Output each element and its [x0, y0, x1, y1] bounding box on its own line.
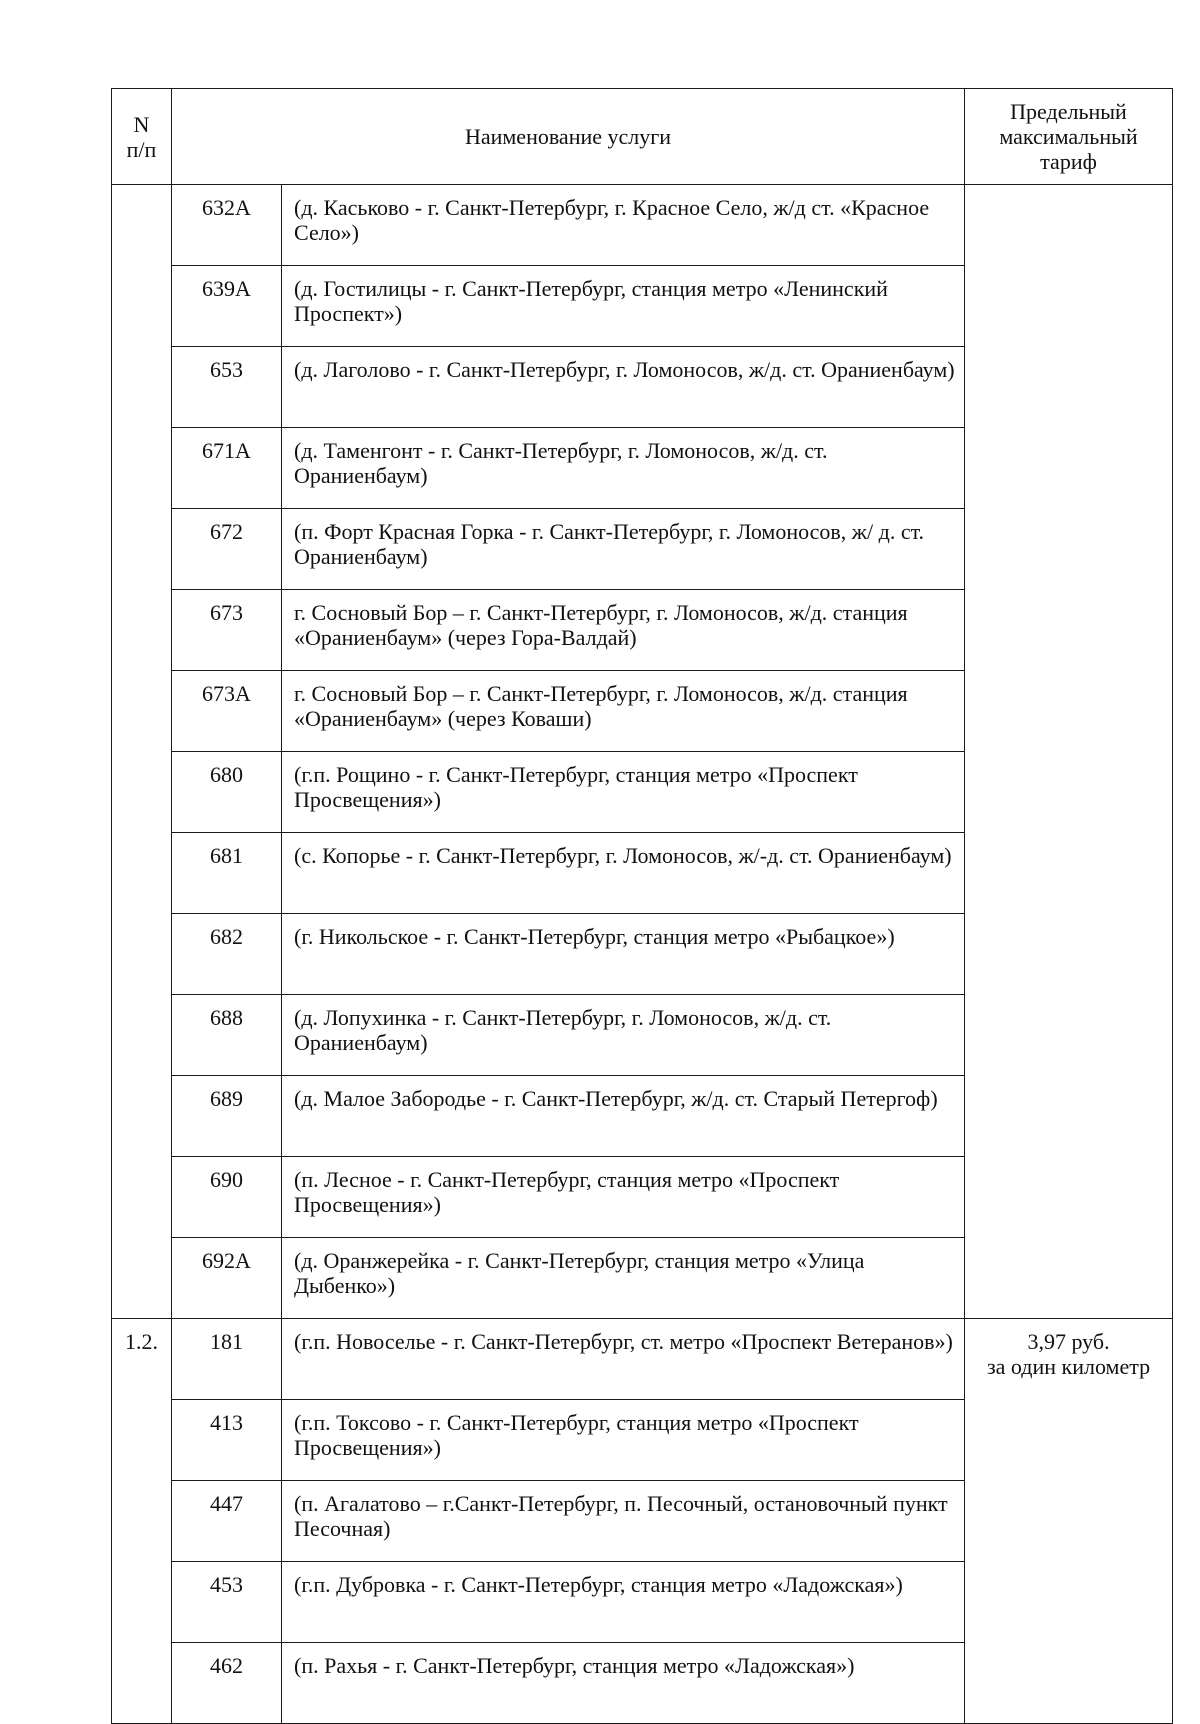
table-body — [112, 185, 1173, 1724]
route-name: (п. Форт Красная Горка - г. Санкт-Петербург, г. Ломоносов, ж/ д. ст. Ораниенбаум) — [282, 509, 965, 590]
route-name: (п. Лесное - г. Санкт-Петербург, станция метро «Проспект Просвещения») — [282, 1157, 965, 1238]
table-header-row — [112, 89, 1173, 185]
route-name: г. Сосновый Бор – г. Санкт-Петербург, г. Ломоносов, ж/д. станция «Ораниенбаум» (через Коваши) — [282, 671, 965, 752]
route-code: 680 — [172, 752, 282, 833]
route-name: (г.п. Дубровка - г. Санкт-Петербург, станция метро «Ладожская») — [282, 1562, 965, 1643]
route-name: (д. Лаголово - г. Санкт-Петербург, г. Ломоносов, ж/д. ст. Ораниенбаум) — [282, 347, 965, 428]
header-max-tariff: Предельный максимальный тариф — [965, 89, 1173, 185]
route-code: 688 — [172, 995, 282, 1076]
route-code: 673А — [172, 671, 282, 752]
tariff-table — [111, 88, 1173, 1724]
row-number: 1.2. — [112, 1319, 172, 1724]
route-name: г. Сосновый Бор – г. Санкт-Петербург, г. Ломоносов, ж/д. станция «Ораниенбаум» (через Гора-Валдай) — [282, 590, 965, 671]
header-service-name: Наименование услуги — [172, 89, 965, 185]
route-code: 447 — [172, 1481, 282, 1562]
route-code: 671А — [172, 428, 282, 509]
route-name: (п. Рахья - г. Санкт-Петербург, станция метро «Ладожская») — [282, 1643, 965, 1724]
route-code: 689 — [172, 1076, 282, 1157]
route-name: (г. Никольское - г. Санкт-Петербург, станция метро «Рыбацкое») — [282, 914, 965, 995]
route-code: 653 — [172, 347, 282, 428]
table-row — [112, 185, 1173, 266]
route-code: 692А — [172, 1238, 282, 1319]
route-code: 672 — [172, 509, 282, 590]
route-code: 639А — [172, 266, 282, 347]
tariff-value: 3,97 руб. за один километр — [965, 1319, 1173, 1724]
route-name: (г.п. Рощино - г. Санкт-Петербург, станция метро «Проспект Просвещения») — [282, 752, 965, 833]
route-name: (д. Таменгонт - г. Санкт-Петербург, г. Ломоносов, ж/д. ст. Ораниенбаум) — [282, 428, 965, 509]
route-name: (д. Каськово - г. Санкт-Петербург, г. Красное Село, ж/д ст. «Красное Село») — [282, 185, 965, 266]
route-name: (г.п. Токсово - г. Санкт-Петербург, станция метро «Проспект Просвещения») — [282, 1400, 965, 1481]
route-code: 413 — [172, 1400, 282, 1481]
route-code: 682 — [172, 914, 282, 995]
route-name: (д. Малое Забородье - г. Санкт-Петербург, ж/д. ст. Старый Петергоф) — [282, 1076, 965, 1157]
route-name: (г.п. Новоселье - г. Санкт-Петербург, ст. метро «Проспект Ветеранов») — [282, 1319, 965, 1400]
route-name: (д. Лопухинка - г. Санкт-Петербург, г. Ломоносов, ж/д. ст. Ораниенбаум) — [282, 995, 965, 1076]
route-code: 181 — [172, 1319, 282, 1400]
route-name: (д. Оранжерейка - г. Санкт-Петербург, станция метро «Улица Дыбенко») — [282, 1238, 965, 1319]
header-number: N п/п — [112, 89, 172, 185]
row-number-cell — [112, 185, 172, 1319]
route-code: 690 — [172, 1157, 282, 1238]
route-name: (с. Копорье - г. Санкт-Петербург, г. Ломоносов, ж/-д. ст. Ораниенбаум) — [282, 833, 965, 914]
route-name: (п. Агалатово – г.Санкт-Петербург, п. Песочный, остановочный пункт Песочная) — [282, 1481, 965, 1562]
route-code: 673 — [172, 590, 282, 671]
route-name: (д. Гостилицы - г. Санкт-Петербург, станция метро «Ленинский Проспект») — [282, 266, 965, 347]
tariff-cell — [965, 185, 1173, 1319]
route-code: 453 — [172, 1562, 282, 1643]
route-code: 632А — [172, 185, 282, 266]
route-code: 681 — [172, 833, 282, 914]
route-code: 462 — [172, 1643, 282, 1724]
table-row — [112, 1319, 1173, 1400]
